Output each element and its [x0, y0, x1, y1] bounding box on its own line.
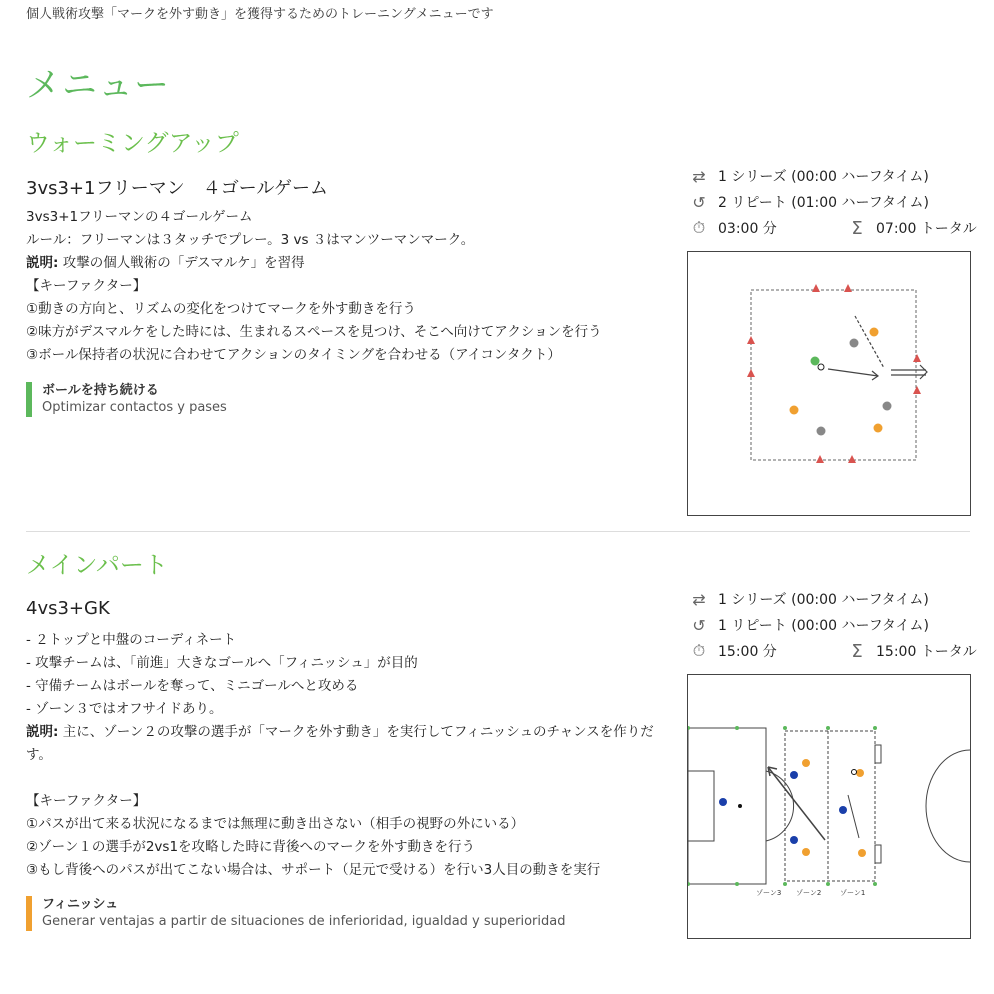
total-row	[846, 216, 977, 240]
exercise-meta-main	[688, 587, 977, 665]
player-icon	[790, 328, 892, 436]
desc-line: ②ゾーン１の選手が2vs1を攻略した時に背後へのマークを外す動きを行う	[26, 839, 476, 855]
exercise-description-main	[26, 629, 654, 882]
series-text: 1 シリーズ (00:00 ハーフタイム)	[718, 169, 929, 185]
zone-label: ゾーン3	[756, 889, 782, 897]
desc-line: す。	[26, 747, 52, 763]
replay-icon: ↺	[692, 192, 706, 212]
desc-line: - 攻撃チームは、「前進」大きなゴールへ「フィニッシュ」が目的	[26, 655, 418, 671]
duration-row	[688, 216, 777, 240]
desc-line: ①パスが出て来る状況になるまでは無理に動き出さない（相手の視野の外にいる）	[26, 816, 525, 832]
stopwatch-icon: ⏱	[692, 641, 706, 660]
series-text: 1 シリーズ (00:00 ハーフタイム)	[718, 592, 929, 608]
menu-title: メニュー	[26, 66, 171, 106]
objective-title: ボールを持ち続ける	[42, 383, 159, 398]
desc-text: 主に、ゾーン２の攻撃の選手が「マークを外す動き」を実行してフィニッシュのチャンスを作りだ	[62, 724, 654, 740]
section-heading-main: メインパート	[26, 551, 168, 579]
series-row	[688, 164, 929, 188]
desc-line: - 守備チームはボールを奪って、ミニゴールへと攻める	[26, 678, 359, 694]
objective-subtitle: Generar ventajas a partir de situaciones de inferioridad, igualdad y superioridad	[42, 914, 566, 929]
total-row	[846, 639, 977, 663]
desc-line: ③もし背後へのパスが出てこない場合は、サポート（足元で受ける）を行い3人目の動きを実行	[26, 862, 601, 878]
repeat-row	[688, 190, 929, 214]
desc-line: 3vs3+1フリーマンの４ゴールゲーム	[26, 209, 253, 225]
duration-text: 15:00 分	[718, 644, 777, 660]
exercise-meta-warmup	[688, 164, 977, 242]
section-divider	[26, 531, 970, 532]
sigma-icon: Σ	[851, 217, 863, 239]
desc-line: 【キーファクター】	[26, 793, 147, 809]
desc-line	[26, 767, 654, 790]
repeat-row	[688, 613, 929, 637]
desc-line: - ゾーン３ではオフサイドあり。	[26, 701, 223, 717]
marker-dot	[688, 726, 877, 886]
section-heading-warmup: ウォーミングアップ	[26, 129, 239, 157]
ball-icon	[818, 364, 824, 370]
zone-label: ゾーン2	[796, 889, 822, 897]
exercise-diagram-main[interactable]	[687, 674, 971, 939]
objective-warmup	[26, 382, 227, 417]
repeat-icon: ⇄	[692, 166, 706, 186]
diagram-svg	[688, 675, 970, 938]
diagram-svg	[688, 252, 970, 515]
desc-text: 攻撃の個人戦術の「デスマルケ」を習得	[62, 255, 305, 271]
sigma-icon: Σ	[851, 640, 863, 662]
duration-row	[688, 639, 777, 663]
stopwatch-icon: ⏱	[692, 218, 706, 237]
total-text: 15:00 トータル	[876, 644, 977, 660]
replay-icon: ↺	[692, 615, 706, 635]
exercise-title-warmup: 3vs3+1フリーマン ４ゴールゲーム	[26, 178, 329, 199]
ball-icon	[738, 804, 742, 808]
cone-icon	[747, 284, 921, 463]
repeat-text: 2 リピート (01:00 ハーフタイム)	[718, 195, 930, 211]
duration-text: 03:00 分	[718, 221, 777, 237]
desc-line	[26, 721, 654, 744]
desc-line: ルール：フリーマンは３タッチでプレー。3 vs ３はマンツーマンマーク。	[26, 232, 475, 248]
explanation-label: 説明:	[26, 724, 59, 740]
desc-line: ②味方がデスマルケをした時には、生まれるスペースを見つけ、そこへ向けてアクションを行う	[26, 324, 602, 340]
desc-line: - ２トップと中盤のコーディネート	[26, 632, 237, 648]
player-icon	[719, 759, 866, 857]
exercise-description-warmup	[26, 206, 602, 367]
series-row	[688, 587, 929, 611]
intro-text: 個人戦術攻撃「マークを外す動き」を獲得するためのトレーニングメニューです	[26, 7, 494, 22]
objective-title: フィニッシュ	[42, 897, 119, 912]
desc-line	[26, 252, 602, 275]
repeat-text: 1 リピート (00:00 ハーフタイム)	[718, 618, 930, 634]
desc-line: ①動きの方向と、リズムの変化をつけてマークを外す動きを行う	[26, 301, 416, 317]
ball-icon	[852, 770, 857, 775]
objective-subtitle: Optimizar contactos y pases	[42, 400, 227, 415]
explanation-label: 説明:	[26, 255, 59, 271]
zone-label: ゾーン1	[840, 889, 866, 897]
exercise-title-main: 4vs3+GK	[26, 598, 110, 619]
objective-main	[26, 896, 565, 931]
exercise-diagram-warmup[interactable]	[687, 251, 971, 516]
total-text: 07:00 トータル	[876, 221, 977, 237]
repeat-icon: ⇄	[692, 589, 706, 609]
desc-line: ③ボール保持者の状況に合わせてアクションのタイミングを合わせる（アイコンタクト）	[26, 347, 561, 363]
desc-line: 【キーファクター】	[26, 278, 147, 294]
